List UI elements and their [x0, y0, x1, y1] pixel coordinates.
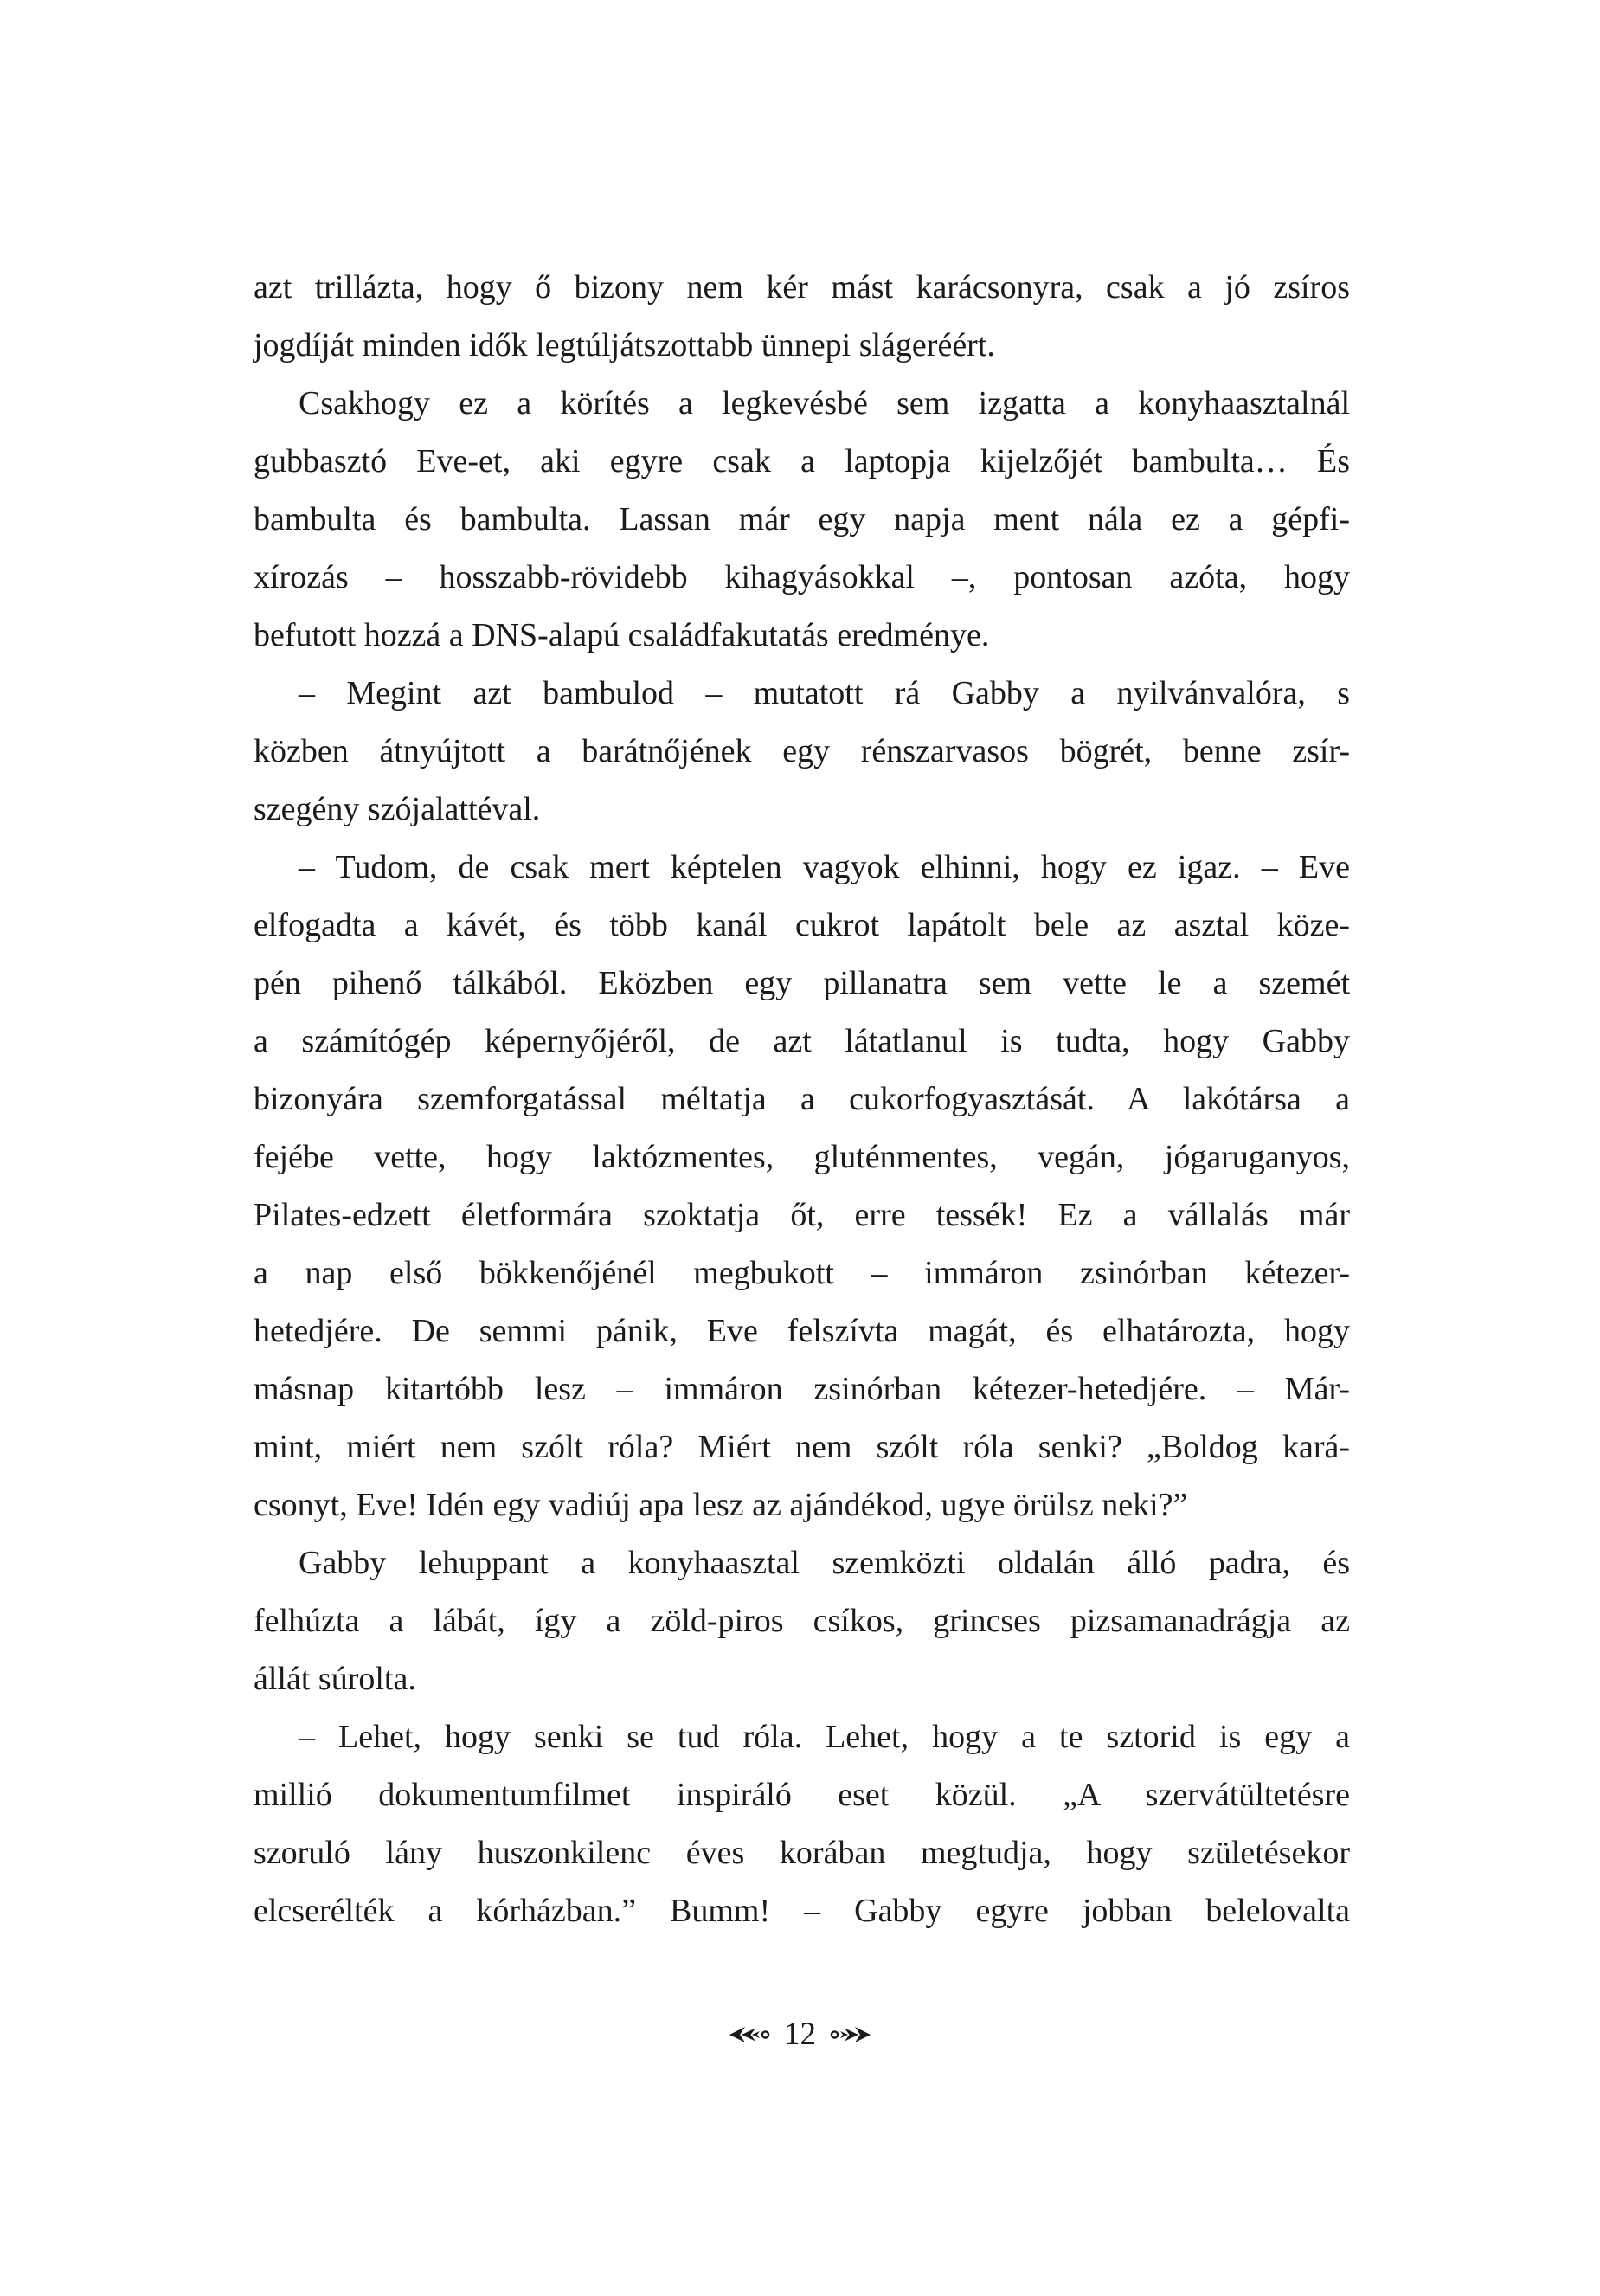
text-line: elcserélték a kórházban.” Bumm! – Gabby egyre jobban belelovalta: [254, 1893, 1350, 1929]
text-line: a nap első bökkenőjénél megbukott – immáron zsinórban kétezer-: [254, 1255, 1350, 1291]
text-line: gubbasztó Eve-et, aki egyre csak a laptopja kijelzőjét bambulta… És: [254, 443, 1350, 479]
page-number: 12: [784, 2016, 816, 2052]
text-line: Pilates-edzett életformára szoktatja őt, erre tessék! Ez a vállalás már: [254, 1197, 1350, 1233]
text-line: hetedjére. De semmi pánik, Eve felszívta magát, és elhatározta, hogy: [254, 1313, 1350, 1349]
text-line: Csakhogy ez a körítés a legkevésbé sem izgatta a konyhaasztalnál: [299, 385, 1350, 421]
text-line: szegény szójalattéval.: [254, 791, 541, 827]
text-line: – Lehet, hogy senki se tud róla. Lehet, hogy a te sztorid is egy a: [299, 1719, 1350, 1755]
text-line: azt trillázta, hogy ő bizony nem kér mást karácsonyra, csak a jó zsíros: [254, 269, 1350, 305]
text-block: [254, 259, 1350, 1940]
text-line: xírozás – hosszabb-rövidebb kihagyásokkal –, pontosan azóta, hogy: [254, 559, 1350, 595]
text-line: – Megint azt bambulod – mutatott rá Gabby a nyilvánvalóra, s: [299, 675, 1350, 711]
text-line: bizonyára szemforgatással méltatja a cukorfogyasztását. A lakótársa a: [254, 1081, 1350, 1117]
text-line: elfogadta a kávét, és több kanál cukrot lapátolt bele az asztal köze-: [254, 907, 1350, 943]
text-line: fejébe vette, hogy laktózmentes, gluténmentes, vegán, jógaruganyos,: [254, 1139, 1350, 1175]
text-line: csonyt, Eve! Idén egy vadiúj apa lesz az ajándékod, ugye örülsz neki?”: [254, 1487, 1188, 1523]
text-line: – Tudom, de csak mert képtelen vagyok elhinni, hogy ez igaz. – Eve: [299, 849, 1350, 885]
text-line: állát súrolta.: [254, 1661, 416, 1697]
text-line: jogdíját minden idők legtúljátszottabb ünnepi slágeréért.: [254, 327, 995, 363]
page-footer: [0, 2018, 1600, 2050]
text-line: másnap kitartóbb lesz – immáron zsinórban kétezer-hetedjére. – Már-: [254, 1371, 1350, 1407]
text-line: közben átnyújtott a barátnőjének egy rénszarvasos bögrét, benne zsír-: [254, 733, 1350, 769]
fleuron-left-icon: [729, 2023, 770, 2046]
text-line: mint, miért nem szólt róla? Miért nem szólt róla senki? „Boldog kará-: [254, 1429, 1350, 1465]
fleuron-right-icon: [830, 2023, 871, 2046]
text-line: befutott hozzá a DNS-alapú családfakutatás eredménye.: [254, 617, 990, 653]
text-line: millió dokumentumfilmet inspiráló eset közül. „A szervátültetésre: [254, 1777, 1350, 1813]
text-line: Gabby lehuppant a konyhaasztal szemközti oldalán álló padra, és: [299, 1545, 1350, 1581]
text-line: bambulta és bambulta. Lassan már egy napja ment nála ez a gépfi-: [254, 501, 1350, 537]
text-line: felhúzta a lábát, így a zöld-piros csíkos, grincses pizsamanadrágja az: [254, 1603, 1350, 1639]
text-line: szoruló lány huszonkilenc éves korában megtudja, hogy születésekor: [254, 1835, 1350, 1871]
text-line: pén pihenő tálkából. Eközben egy pillanatra sem vette le a szemét: [254, 965, 1350, 1001]
text-line: a számítógép képernyőjéről, de azt látatlanul is tudta, hogy Gabby: [254, 1023, 1350, 1059]
